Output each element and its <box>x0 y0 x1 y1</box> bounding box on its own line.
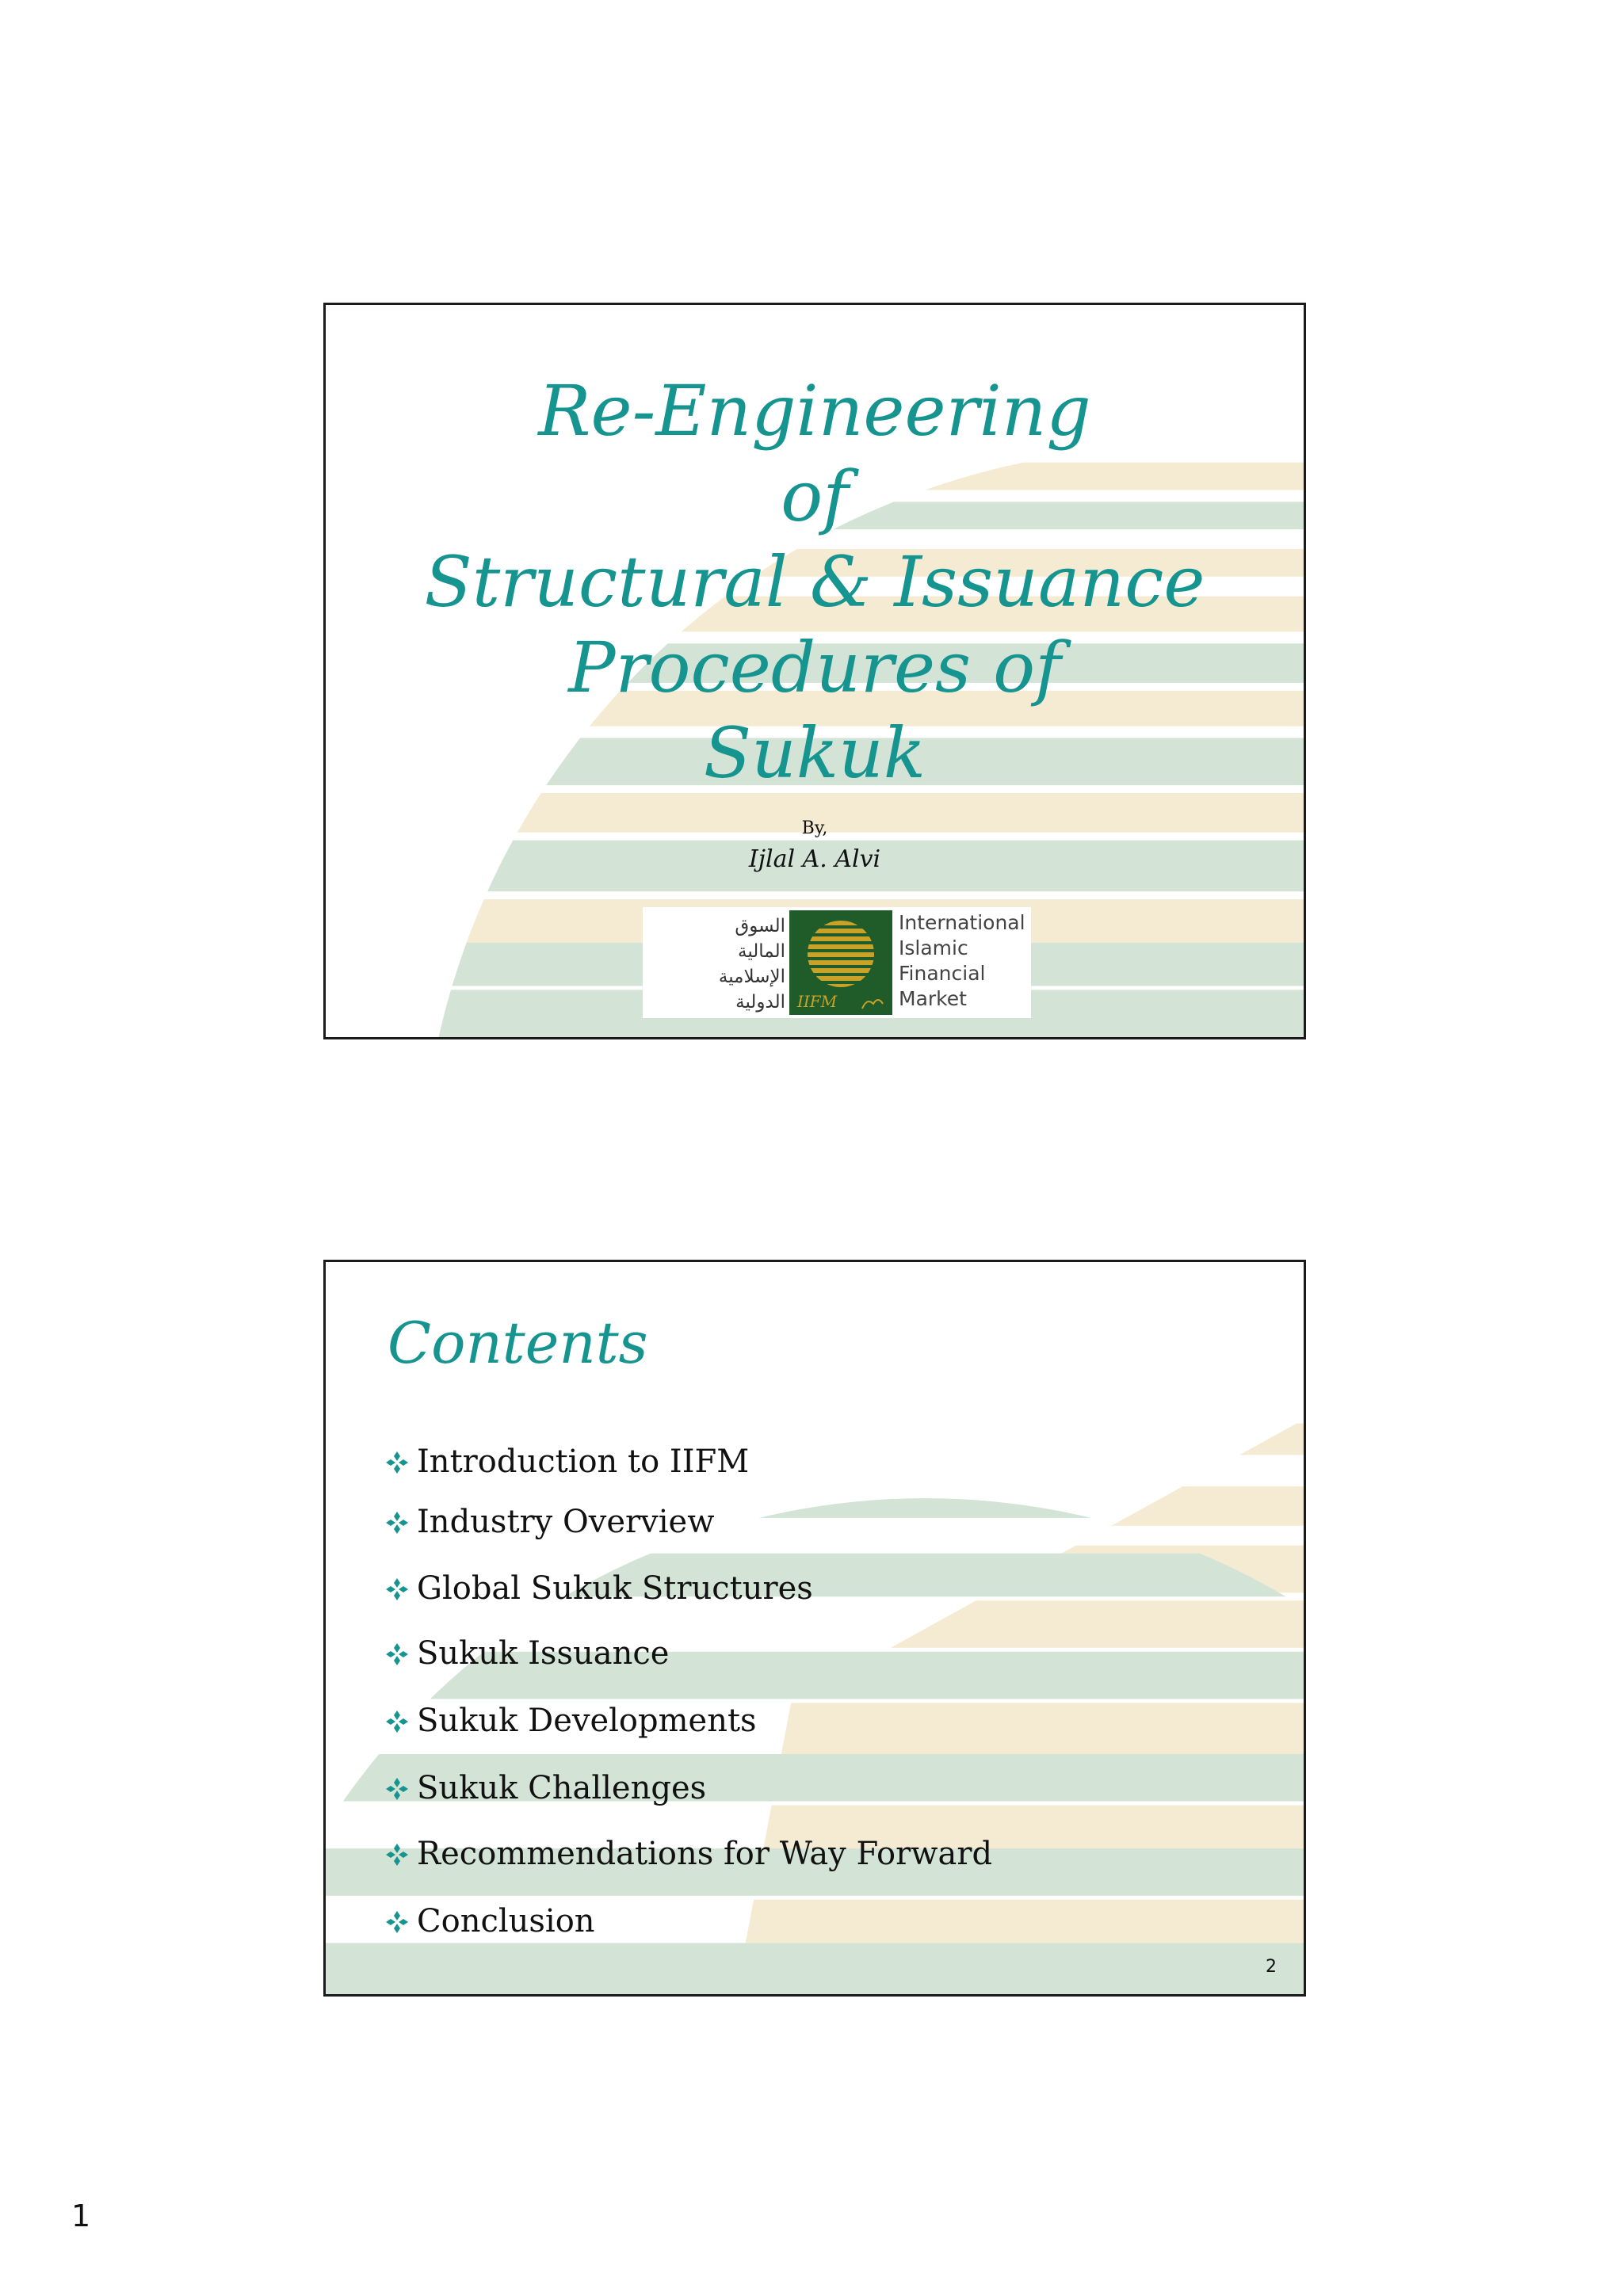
bullet-diamond-icon <box>385 1843 409 1867</box>
bullet-diamond-icon <box>385 1777 409 1801</box>
list-item-text: Conclusion <box>417 1903 595 1939</box>
logo-abbrev: IIFM <box>797 992 838 1011</box>
list-item-text: Introduction to IIFM <box>417 1444 750 1480</box>
logo-english-line: Market <box>899 987 967 1010</box>
list-item <box>385 1769 706 1807</box>
list-item <box>385 1902 595 1940</box>
logo-mark <box>789 910 892 1015</box>
list-item <box>385 1569 813 1608</box>
logo-english-line: Islamic <box>899 936 968 959</box>
slide-2 <box>323 1260 1306 1997</box>
page-number: 1 <box>71 2199 91 2233</box>
slide-1-title <box>326 368 1304 796</box>
slide-1 <box>323 303 1306 1039</box>
list-item-text: Sukuk Challenges <box>417 1770 707 1806</box>
list-item-text: Sukuk Issuance <box>417 1635 670 1672</box>
logo-english-line: International <box>899 911 1025 934</box>
author-name: Ijlal A. Alvi <box>748 845 881 873</box>
iifm-logo <box>643 907 1031 1018</box>
list-item <box>385 1503 714 1541</box>
contents-title: Contents <box>388 1310 648 1376</box>
logo-arabic-line: المالية <box>738 941 785 962</box>
list-item <box>385 1634 669 1672</box>
list-item-text: Recommendations for Way Forward <box>417 1836 993 1872</box>
list-item <box>385 1702 757 1740</box>
bullet-diamond-icon <box>385 1642 409 1666</box>
bullet-diamond-icon <box>385 1910 409 1934</box>
title-line: Procedures of <box>568 627 1061 708</box>
logo-arabic-line: السوق <box>735 916 785 936</box>
list-item <box>385 1835 992 1873</box>
title-line: Sukuk <box>703 712 926 794</box>
logo-arabic-line: الإسلامية <box>718 967 785 987</box>
logo-globe-icon <box>789 910 892 1015</box>
by-label: By, <box>801 818 828 838</box>
list-item-text: Sukuk Developments <box>417 1703 757 1739</box>
logo-english-text <box>899 910 1025 1012</box>
logo-arabic-text <box>643 907 785 1018</box>
bullet-diamond-icon <box>385 1710 409 1733</box>
bullet-diamond-icon <box>385 1577 409 1601</box>
slide-number: 2 <box>1266 1957 1277 1977</box>
list-item-text: Global Sukuk Structures <box>417 1570 813 1607</box>
title-line: Structural & Issuance <box>424 541 1205 623</box>
logo-english-line: Financial <box>899 962 986 985</box>
title-line: Re-Engineering <box>538 370 1091 452</box>
logo-arabic-line: الدولية <box>735 992 785 1013</box>
list-item <box>385 1443 749 1481</box>
bullet-diamond-icon <box>385 1451 409 1474</box>
title-line: of <box>781 456 849 537</box>
bullet-diamond-icon <box>385 1511 409 1535</box>
list-item-text: Industry Overview <box>417 1504 715 1540</box>
